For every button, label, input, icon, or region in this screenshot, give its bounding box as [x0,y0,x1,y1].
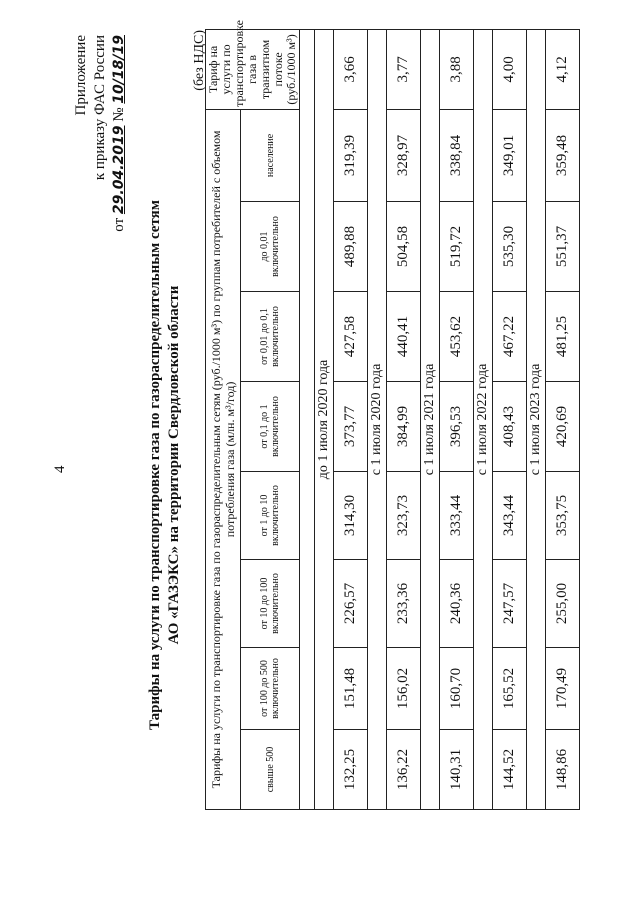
appendix-line-3 [110,35,129,245]
table-cell: 247,57 [493,560,527,648]
table-cell: 140,31 [440,730,474,810]
appendix-date-prefix: от [111,217,127,232]
table-cell: 4,12 [546,29,580,109]
table-cell: 440,41 [387,292,421,382]
table-cell: 453,62 [440,292,474,382]
column-header: до 0,01 включительно [241,202,300,292]
table-cell: 333,44 [440,472,474,560]
table-cell: 136,22 [387,730,421,810]
table-cell: 489,88 [334,202,368,292]
column-header: от 100 до 500 включительно [241,648,300,730]
table-cell: 328,97 [387,109,421,201]
table-cell: 338,84 [440,109,474,201]
table-row [546,29,580,809]
appendix-line-1: Приложение [73,35,89,116]
appendix-date: 29.04.2019 [111,125,127,215]
document-title [146,65,184,865]
table-cell: 519,72 [440,202,474,292]
period-row [527,29,546,809]
spacer-cell [300,29,315,809]
table-cell: 255,00 [546,560,580,648]
table-cell: 148,86 [546,730,580,810]
table-cell: 3,77 [387,29,421,109]
table-cell: 132,25 [334,730,368,810]
table-cell: 144,52 [493,730,527,810]
table-cell: 170,49 [546,648,580,730]
appendix-block [72,35,129,245]
column-header: от 0,1 до 1 включительно [241,382,300,472]
header-row-main [206,29,241,809]
table-cell: 165,52 [493,648,527,730]
period-label: с 1 июля 2021 года [421,29,440,809]
table-cell: 467,22 [493,292,527,382]
period-label: с 1 июля 2020 года [368,29,387,809]
period-row [368,29,387,809]
table-cell: 323,73 [387,472,421,560]
table-cell: 420,69 [546,382,580,472]
table-cell: 373,77 [334,382,368,472]
table-cell: 349,01 [493,109,527,201]
table-cell: 384,99 [387,382,421,472]
column-header: от 0,01 до 0,1 включительно [241,292,300,382]
title-line-1: Тарифы на услуги по транспортировке газа по газораспределительным сетям [147,200,163,730]
header-transit: Тариф на услуги по транспортировке газа в транзитном потоке (руб./1000 м³) [206,29,300,109]
table-cell: 319,39 [334,109,368,201]
table-cell: 314,30 [334,472,368,560]
column-header: население [241,109,300,201]
table-cell: 343,44 [493,472,527,560]
spacer-row [300,29,315,809]
page-number: 4 [52,465,68,473]
table-cell: 353,75 [546,472,580,560]
period-row [315,29,334,809]
table-row [387,29,421,809]
table-cell: 156,02 [387,648,421,730]
period-label: до 1 июля 2020 года [315,29,334,809]
table-cell: 481,25 [546,292,580,382]
header-row-columns [241,29,300,809]
table-row [334,29,368,809]
table-cell: 4,00 [493,29,527,109]
table-cell: 3,88 [440,29,474,109]
table-row [493,29,527,809]
title-line-2: АО «ГАЗЭКС» на территории Свердловской области [166,285,182,645]
period-row [421,29,440,809]
table-cell: 233,36 [387,560,421,648]
table-cell: 240,36 [440,560,474,648]
column-header: от 1 до 10 включительно [241,472,300,560]
table-row [440,29,474,809]
table-cell: 408,43 [493,382,527,472]
table-cell: 226,57 [334,560,368,648]
appendix-line-2: к приказу ФАС России [92,35,108,181]
period-row [474,29,493,809]
period-label: с 1 июля 2023 года [527,29,546,809]
column-header: свыше 500 [241,730,300,810]
table-cell: 504,58 [387,202,421,292]
table-cell: 535,30 [493,202,527,292]
vat-note: (без НДС) [192,30,207,91]
table-cell: 151,48 [334,648,368,730]
tariff-table [205,19,580,810]
table-cell: 3,66 [334,29,368,109]
column-header: от 10 до 100 включительно [241,560,300,648]
table-cell: 359,48 [546,109,580,201]
table-cell: 160,70 [440,648,474,730]
appendix-number-label: № [111,107,127,122]
appendix-number: 10/18/19 [111,35,127,104]
table-cell: 551,37 [546,202,580,292]
table-cell: 427,58 [334,292,368,382]
header-main: Тарифы на услуги по транспортировке газа по газораспределительным сетям (руб./1000 м³) по группам потребителей с объемом потребления газа (млн. м³/год) [206,109,241,809]
period-label: с 1 июля 2022 года [474,29,493,809]
table-cell: 396,53 [440,382,474,472]
